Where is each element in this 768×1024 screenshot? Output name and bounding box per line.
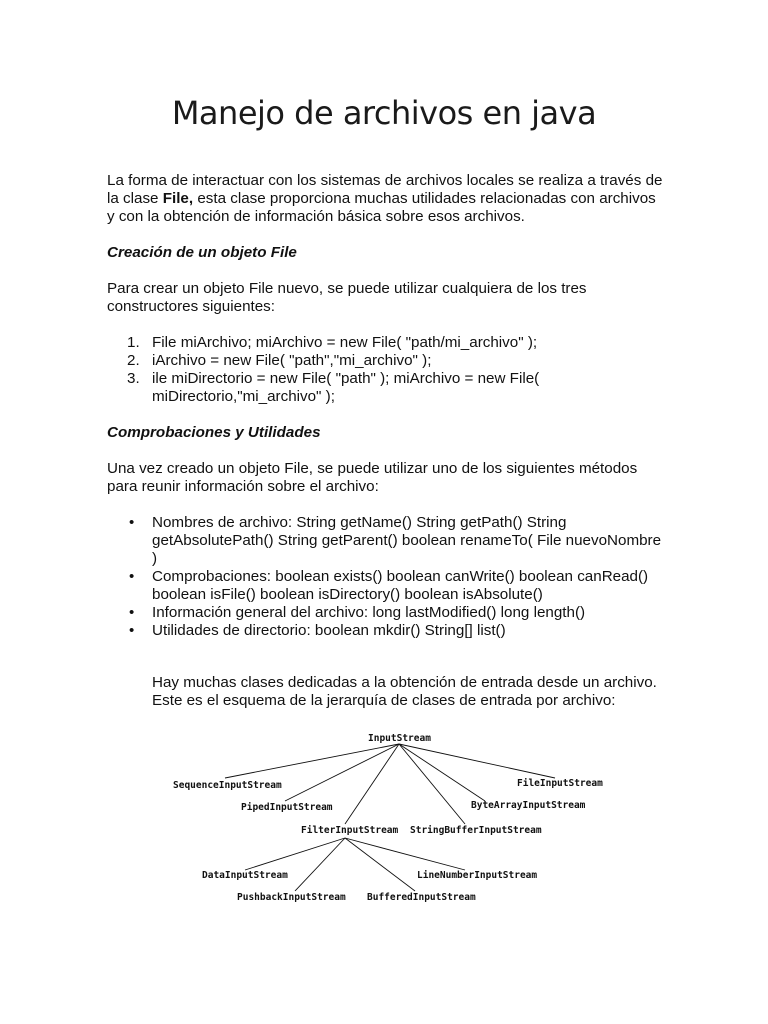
list-item — [107, 352, 667, 370]
intro-bold-file: File, — [162, 190, 194, 207]
list-number: 3. — [127, 370, 140, 387]
arrow-line — [399, 744, 485, 801]
arrow-line — [225, 744, 399, 778]
node-pushbackinputstream: PushbackInputStream — [237, 892, 346, 903]
node-bufferedinputstream: BufferedInputStream — [367, 892, 476, 903]
node-bytearrayinputstream: ByteArrayInputStream — [471, 800, 586, 811]
list-item-text: ile miDirectorio = new File( "path" ); miArchivo = new File( miDirectorio,"mi_archivo" ); — [152, 370, 540, 405]
list-item-text: iArchivo = new File( "path","mi_archivo" ); — [152, 352, 432, 369]
section2-heading: Comprobaciones y Utilidades — [107, 424, 321, 441]
section1-paragraph: Para crear un objeto File nuevo, se puede utilizar cualquiera de los tres constructores siguientes: — [107, 280, 587, 315]
list-number: 2. — [127, 352, 140, 369]
node-sequenceinputstream: SequenceInputStream — [173, 780, 282, 791]
inputstream-hierarchy-diagram — [165, 728, 605, 908]
section2-paragraph: Una vez creado un objeto File, se puede utilizar uno de los siguientes métodos para reunir información sobre el archivo: — [107, 460, 638, 495]
list-item — [107, 568, 667, 604]
node-pipedinputstream: PipedInputStream — [241, 802, 333, 813]
list-item-text: Utilidades de directorio: boolean mkdir() String[] list() — [152, 622, 506, 639]
section1-heading: Creación de un objeto File — [107, 244, 297, 261]
list-item — [107, 334, 667, 352]
bullet-icon: • — [129, 622, 135, 639]
list-item — [107, 514, 667, 568]
arrow-line — [345, 838, 465, 870]
intro-text-after: esta clase proporciona muchas utilidades relacionadas con archivos y con la obtención de información básica sobre esos archivos. — [107, 190, 656, 225]
list-item — [107, 370, 667, 406]
hierarchy-paragraph: Hay muchas clases dedicadas a la obtención de entrada desde un archivo. Este es el esquema de la jerarquía de clases de entrada por archivo: — [152, 674, 657, 709]
node-datainputstream: DataInputStream — [202, 870, 288, 881]
arrow-line — [345, 744, 399, 824]
list-item-text: Nombres de archivo: String getName() String getPath() String getAbsolutePath() String getParent() boolean renameTo( File nuevoNombre ) — [152, 514, 662, 567]
node-stringbufferinputstream: StringBufferInputStream — [410, 825, 542, 836]
arrow-line — [345, 838, 415, 891]
bullet-icon: • — [129, 514, 135, 531]
list-number: 1. — [127, 334, 140, 351]
constructors-list — [107, 334, 667, 406]
intro-text-before: La forma de interactuar con los sistemas de archivos locales se realiza a través de la clase — [107, 172, 663, 207]
node-fileinputstream: FileInputStream — [517, 778, 603, 789]
list-item-text: File miArchivo; miArchivo = new File( "path/mi_archivo" ); — [152, 334, 538, 351]
bullet-icon: • — [129, 604, 135, 621]
arrow-line — [285, 744, 399, 801]
node-linenumberinputstream: LineNumberInputStream — [417, 870, 538, 881]
methods-list — [107, 514, 667, 640]
node-filterinputstream: FilterInputStream — [301, 825, 399, 836]
bullet-icon: • — [129, 568, 135, 585]
page-title: Manejo de archivos en java — [171, 94, 597, 132]
list-item-text: Información general del archivo: long lastModified() long length() — [152, 604, 586, 621]
list-item — [107, 622, 667, 640]
list-item — [107, 604, 667, 622]
node-inputstream: InputStream — [368, 733, 431, 744]
list-item-text: Comprobaciones: boolean exists() boolean canWrite() boolean canRead() boolean isFile() boolean isDirectory() boolean isAbsolute() — [152, 568, 649, 603]
intro-paragraph — [107, 172, 667, 226]
